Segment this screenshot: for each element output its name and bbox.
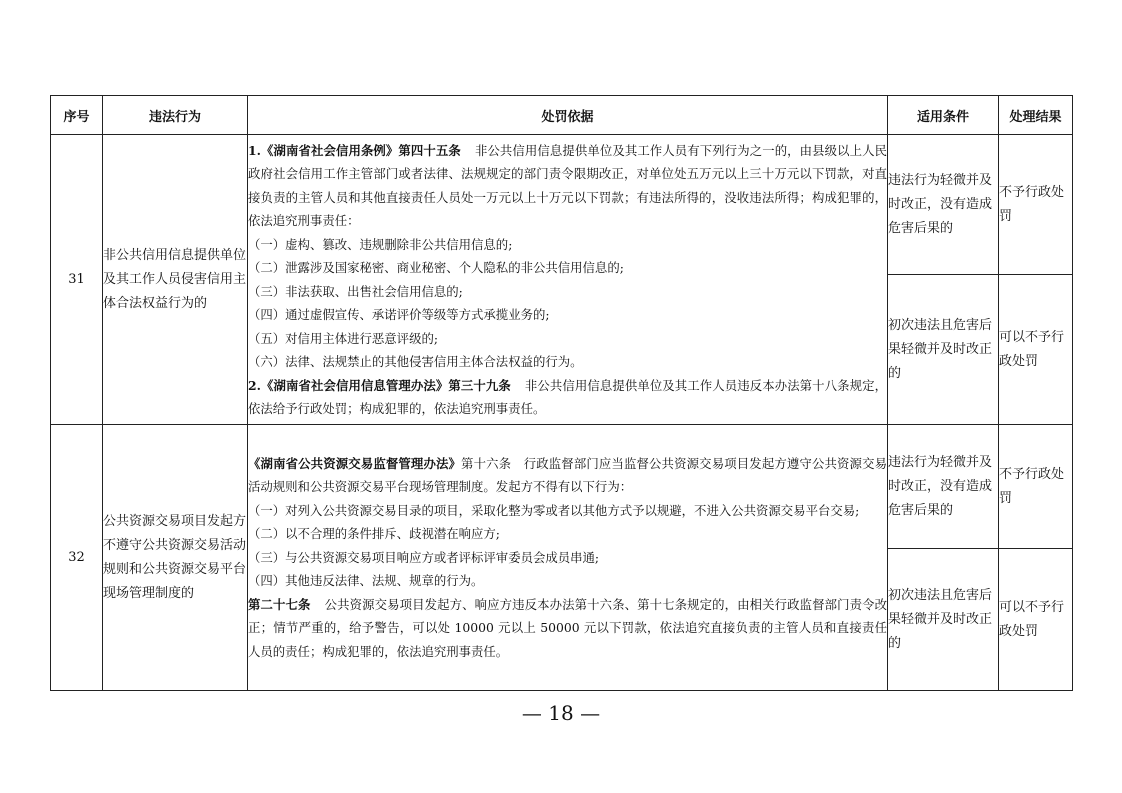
basis-item: （二）泄露涉及国家秘密、商业秘密、个人隐私的非公共信用信息的; (248, 260, 624, 275)
header-basis: 处罚依据 (248, 96, 888, 135)
basis-text: 公共资源交易项目发起方、响应方违反本办法第十六条、第十七条规定的，由相关行政监督部门责令改正；情节严重的，给予警告，可以处 10000 元以上 50000 元以下罚款，依法追究直接负责的主管人员和直接责任人员的责任；构成犯罪的，依法追究刑事责任。 (248, 596, 887, 659)
header-row (51, 96, 1073, 135)
basis-item: （四）通过虚假宣传、承诺评价等级等方式承揽业务的; (248, 307, 550, 322)
penalty-table (50, 95, 1073, 691)
row-result: 可以不予行政处罚 (999, 275, 1073, 425)
row-basis (248, 425, 888, 691)
row-seq: 31 (51, 135, 103, 425)
basis-item: （六）法律、法规禁止的其他侵害信用主体合法权益的行为。 (248, 354, 583, 369)
basis-article-title: 1.《湖南省社会信用条例》第四十五条 (248, 142, 461, 158)
row-result: 不予行政处罚 (999, 425, 1073, 549)
basis-item: （三）非法获取、出售社会信用信息的; (248, 283, 463, 299)
basis-text: 非公共信用信息提供单位及其工作人员有下列行为之一的，由县级以上人民政府社会信用工作主管部门或者法律、法规规定的部门责令限期改正，对单位处五万元以上三十万元以下罚款，对直接负责的主管人员和其他直接责任人员处一万元以上十万元以下罚款；有违法所得的，没收违法所得；构成犯罪的，依法追究刑事责任： (248, 142, 887, 228)
header-seq: 序号 (51, 96, 103, 135)
basis-paragraph (248, 593, 887, 664)
row-seq: 32 (51, 425, 103, 691)
basis-item: （一）虚构、篡改、违规删除非公共信用信息的; (248, 236, 513, 252)
header-condition: 适用条件 (888, 96, 999, 135)
page-number: — 18 — (521, 701, 601, 725)
basis-article-title: 第二十七条 (248, 596, 311, 612)
basis-item: （五）对信用主体进行恶意评级的; (248, 330, 439, 346)
basis-article-title: 《湖南省公共资源交易监督管理办法》 (248, 455, 462, 471)
basis-paragraph (248, 139, 887, 233)
row-condition: 违法行为轻微并及时改正，没有造成危害后果的 (888, 425, 999, 549)
table-row (51, 135, 1073, 275)
row-result: 不予行政处罚 (999, 135, 1073, 275)
row-condition: 初次违法且危害后果轻微并及时改正的 (888, 549, 999, 691)
basis-text: 非公共信用信息提供单位及其工作人员违反本办法第十八条规定，依法给予行政处罚；构成犯罪的，依法追究刑事责任。 (248, 377, 888, 416)
header-behavior: 违法行为 (103, 96, 248, 135)
basis-text: 第十六条 行政监督部门应当监督公共资源交易项目发起方遵守公共资源交易活动规则和公共资源交易平台现场管理制度。发起方不得有以下行为： (248, 455, 887, 495)
row-behavior: 非公共信用信息提供单位及其工作人员侵害信用主体合法权益行为的 (103, 135, 248, 425)
basis-item: （二）以不合理的条件排斥、歧视潜在响应方; (248, 526, 500, 542)
basis-paragraph (248, 374, 887, 421)
row-behavior: 公共资源交易项目发起方不遵守公共资源交易活动规则和公共资源交易平台现场管理制度的 (103, 425, 248, 691)
table-row (51, 425, 1073, 549)
row-result: 可以不予行政处罚 (999, 549, 1073, 691)
basis-article-title: 2.《湖南省社会信用信息管理办法》第三十九条 (248, 377, 511, 393)
row-condition: 初次违法且危害后果轻微并及时改正的 (888, 275, 999, 425)
row-basis (248, 135, 888, 425)
header-result: 处理结果 (999, 96, 1073, 135)
basis-item: （一）对列入公共资源交易目录的项目，采取化整为零或者以其他方式予以规避，不进入公共资源交易平台交易; (248, 502, 860, 518)
basis-item: （四）其他违反法律、法规、规章的行为。 (248, 573, 484, 589)
row-condition: 违法行为轻微并及时改正，没有造成危害后果的 (888, 135, 999, 275)
basis-item: （三）与公共资源交易项目响应方或者评标评审委员会成员串通; (248, 549, 600, 565)
basis-paragraph (248, 452, 887, 499)
